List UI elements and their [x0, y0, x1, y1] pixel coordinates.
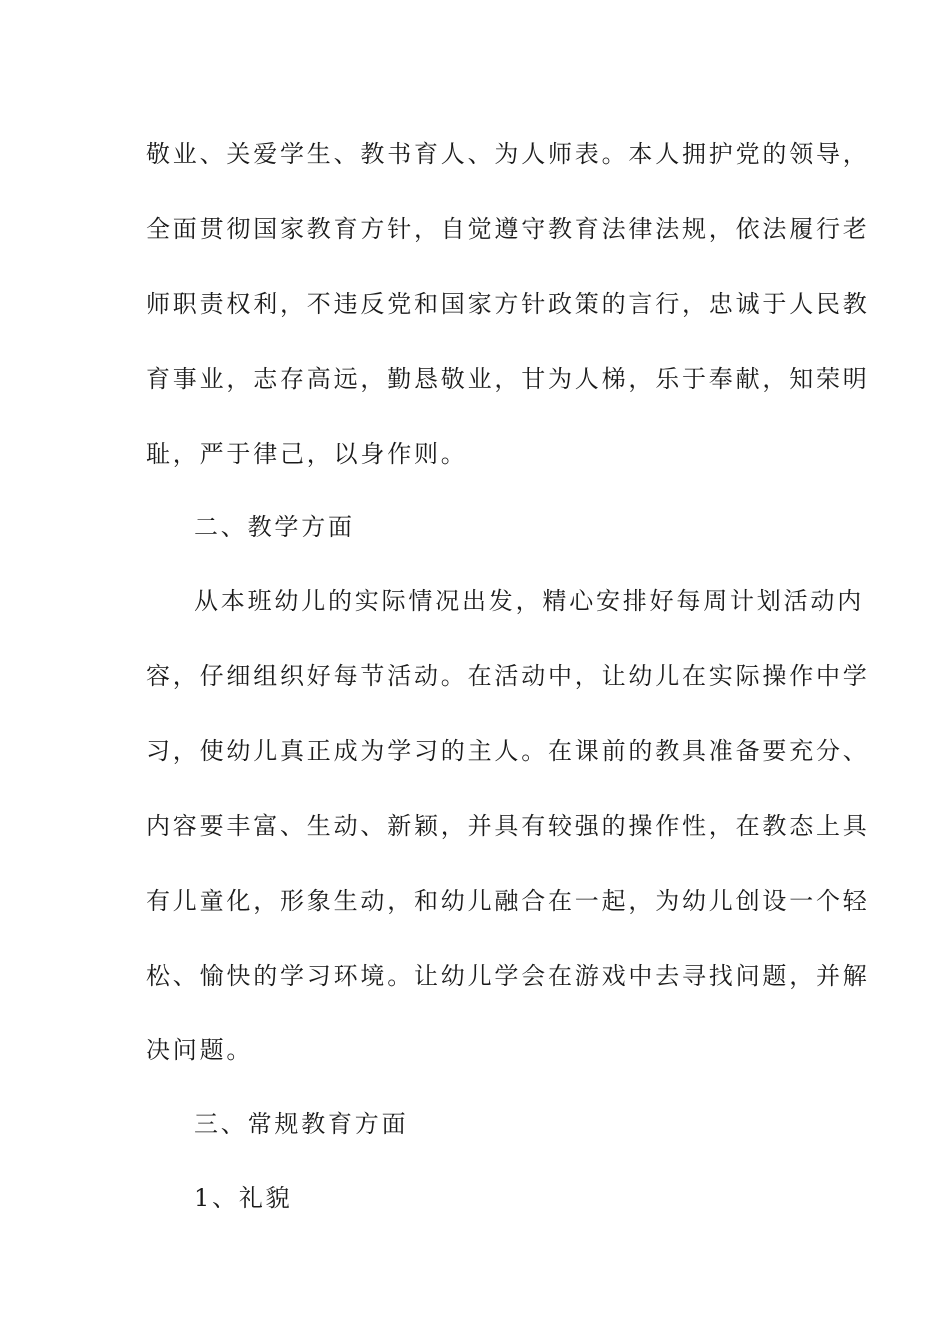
paragraph-line: 决问题。	[146, 1036, 254, 1064]
section-heading-routine: 三、常规教育方面	[194, 1110, 409, 1138]
paragraph-line: 敬业、关爱学生、教书育人、为人师表。本人拥护党的领导，	[146, 140, 870, 168]
paragraph-line: 习，使幼儿真正成为学习的主人。在课前的教具准备要充分、	[146, 737, 870, 765]
paragraph-line: 从本班幼儿的实际情况出发，精心安排好每周计划活动内	[194, 587, 864, 615]
paragraph-line: 全面贯彻国家教育方针，自觉遵守教育法律法规，依法履行老	[146, 215, 870, 243]
paragraph-line: 容，仔细组织好每节活动。在活动中，让幼儿在实际操作中学	[146, 662, 870, 690]
paragraph-line: 内容要丰富、生动、新颖，并具有较强的操作性，在教态上具	[146, 812, 870, 840]
paragraph-line: 耻，严于律己，以身作则。	[146, 440, 468, 468]
paragraph-line: 师职责权利，不违反党和国家方针政策的言行，忠诚于人民教	[146, 290, 870, 318]
paragraph-line: 松、愉快的学习环境。让幼儿学会在游戏中去寻找问题，并解	[146, 962, 870, 990]
paragraph-line: 育事业，志存高远，勤恳敬业，甘为人梯，乐于奉献，知荣明	[146, 365, 870, 393]
section-heading-teaching: 二、教学方面	[194, 513, 355, 541]
paragraph-line: 有儿童化，形象生动，和幼儿融合在一起，为幼儿创设一个轻	[146, 887, 870, 915]
subsection-heading-manners: 1、礼貌	[194, 1184, 293, 1212]
